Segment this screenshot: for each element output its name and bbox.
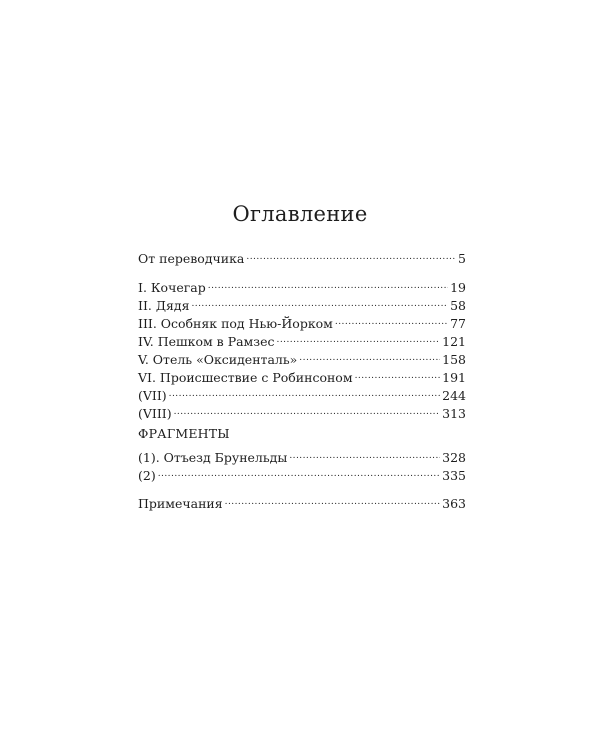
toc-entry-page: 313 bbox=[442, 406, 466, 421]
toc-entry bbox=[138, 462, 466, 483]
toc-entry-label: (VIII) bbox=[138, 406, 172, 421]
dot-leader bbox=[158, 462, 440, 480]
dot-leader bbox=[174, 400, 441, 418]
toc-entry bbox=[138, 274, 466, 295]
toc-entry-label: I. Кочегар bbox=[138, 280, 206, 295]
toc-entry bbox=[138, 292, 466, 313]
toc-entry-page: 19 bbox=[450, 280, 466, 295]
toc-entry-label: II. Дядя bbox=[138, 298, 190, 313]
toc-entry bbox=[138, 364, 466, 385]
toc-entry-page: 191 bbox=[442, 370, 466, 385]
page-title: Оглавление bbox=[232, 202, 368, 226]
dot-leader bbox=[289, 444, 440, 462]
dot-leader bbox=[355, 364, 441, 382]
toc-entry-label: Примечания bbox=[138, 496, 223, 511]
fragments-heading: ФРАГМЕНТЫ bbox=[138, 426, 230, 441]
toc-entry-page: 335 bbox=[442, 468, 466, 483]
toc-entry bbox=[138, 346, 466, 367]
dot-leader bbox=[208, 274, 448, 292]
toc-entry-label: (1). Отъезд Брунельды bbox=[138, 450, 288, 465]
toc-entry bbox=[138, 310, 466, 331]
dot-leader bbox=[277, 328, 441, 346]
toc-entry-label: III. Особняк под Нью-Йорком bbox=[138, 316, 333, 331]
toc-entry-page: 58 bbox=[450, 298, 466, 313]
toc-entry bbox=[138, 382, 466, 403]
dot-leader bbox=[225, 490, 441, 508]
dot-leader bbox=[299, 346, 440, 364]
toc-entry bbox=[138, 400, 466, 421]
toc-entry bbox=[138, 245, 466, 266]
dot-leader bbox=[246, 245, 456, 263]
toc-entry-page: 244 bbox=[442, 388, 466, 403]
dot-leader bbox=[191, 292, 448, 310]
toc-entry bbox=[138, 490, 466, 511]
toc-entry-page: 158 bbox=[442, 352, 466, 367]
toc-entry-label: От переводчика bbox=[138, 251, 245, 266]
toc-entry-page: 328 bbox=[442, 450, 466, 465]
toc-entry-label: (VII) bbox=[138, 388, 167, 403]
toc-entry-label: V. Отель «Оксиденталь» bbox=[138, 352, 298, 367]
dot-leader bbox=[169, 382, 440, 400]
dot-leader bbox=[335, 310, 448, 328]
toc-entry-page: 363 bbox=[442, 496, 466, 511]
toc-entry-page: 5 bbox=[458, 251, 466, 266]
toc-entry bbox=[138, 328, 466, 349]
toc-entry-label: (2) bbox=[138, 468, 156, 483]
toc-entry-page: 77 bbox=[450, 316, 466, 331]
toc-entry bbox=[138, 444, 466, 465]
toc-entry-label: IV. Пешком в Рамзес bbox=[138, 334, 275, 349]
toc-entry-label: VI. Происшествие с Робинсоном bbox=[138, 370, 353, 385]
toc-entry-page: 121 bbox=[442, 334, 466, 349]
